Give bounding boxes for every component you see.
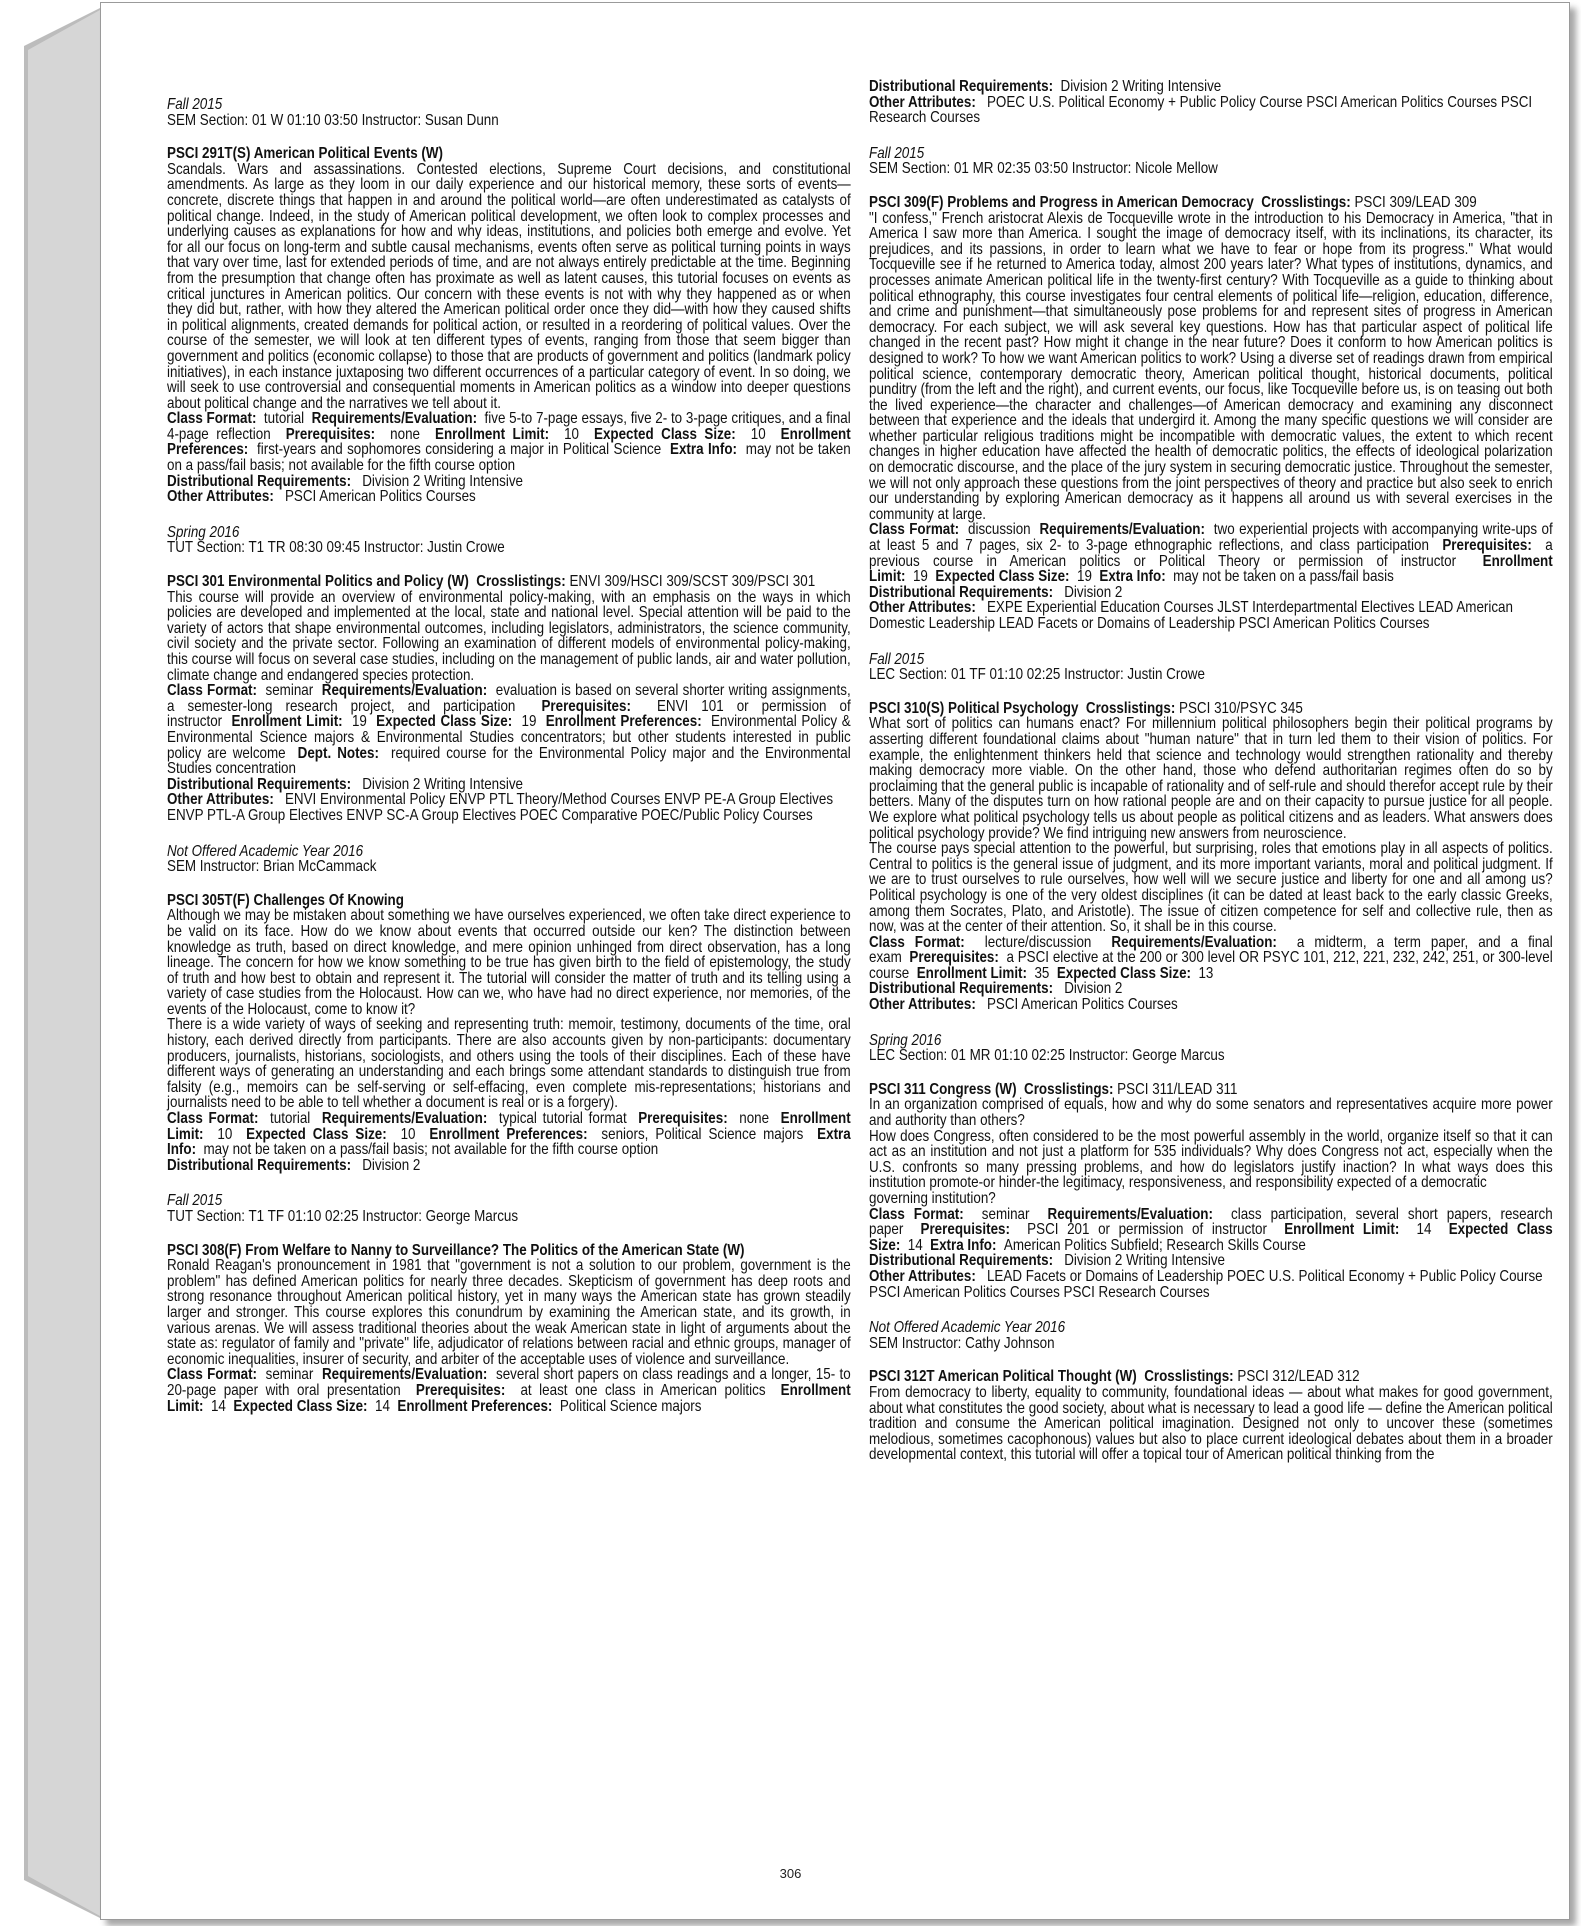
detail-label: Extra Info: <box>167 1125 851 1159</box>
detail-value: seminar <box>265 1366 314 1384</box>
course-title <box>167 146 851 162</box>
detail-label: Prerequisites: <box>920 1221 1010 1239</box>
detail-value: a midterm, a term paper, and a final exam <box>869 933 1553 967</box>
course-description: What sort of politics can humans enact? For millennium political philosophers begin their political programs by asserting different foundational claims about "human nature" that in turn led them to their vision of politics. For example, the enlightenment thinkers held that science and technology would strengthen rationality and thereby making democracy more viable. On the other hand, those who defend authoritarian regimes often do so by proclaiming that the general public is incapable of rationality and of self-rule and should therefor accept rule by their betters. Many of the disputes turn on how rational people are and on their capacity to pursue justice for all people. We explore what political psychology tells us about people as political citizens and as leaders. What answers does political psychology provide? We find intriguing new answers from neuroscience. <box>869 715 1553 842</box>
detail-value: tutorial <box>263 410 305 428</box>
detail-value: may not be taken on a pass/fail basis <box>1173 568 1394 586</box>
detail-label: Class Format: <box>167 1110 259 1128</box>
detail-label: Expected Class Size: <box>594 425 736 443</box>
detail-label: Class Format: <box>167 1366 258 1384</box>
detail-label: Expected Class Size: <box>869 1221 1553 1254</box>
detail-label: Dept. Notes: <box>297 744 379 762</box>
catalog-page <box>100 2 1570 1920</box>
course-details <box>167 1367 851 1414</box>
detail-value: 14 <box>907 1236 923 1254</box>
detail-value: 13 <box>1198 964 1214 982</box>
course-entry <box>167 844 851 1174</box>
course-section: SEM Instructor: Brian McCammack <box>167 858 377 876</box>
course-description: "I confess," French aristocrat Alexis de Tocqueville wrote in the introduction to his Democracy in America, "that in America I saw more than America. I sought the image of democracy itself, with its inclinations, its character, its prejudices, and its passions, in order to learn what we have to fear or hope from its progress." What would Tocqueville see if he returned to America today, almost 200 years later? What types of institutions, dynamics, and processes animate American political life in the twenty-first century? With Tocqueville as a guide to thinking about political ethnography, this course investigates four central elements of political life—religion, education, difference, and crime and punishment—that simultaneously pose problems for and represent sites of progress in American democracy. For each subject, we will ask several key questions. How has that particular aspect of political life changed in the recent past? How might it change in the near future? Does it conform to how American politics is designed to work? To how we want American politics to work? Using a diverse set of readings drawn from empirical political science, contemporary democratic theory, American political thought, historical documents, political punditry (from the left and the right), and current events, our focus, like Tocqueville before us, is on teasing out both the lived experience—the character and challenges—of American democracy and examining any disconnect between that experience and the ideals that undergird it. Among the many specific questions we will consider are whether particular religious traditions might be incompatible with democratic values, the extent to which recent changes in higher education have affected the health of democratic politics, the effects of ideological polarization on democratic discourse, and the place of the jury system in securing democratic justice. Throughout the semester, we will not only approach these questions from the joint perspectives of theory and practice but also seek to enrich our understanding by exploring American democracy as it happens all around us with several exercises in the community at large. <box>869 209 1553 523</box>
detail-label: Enrollment Limit: <box>167 1110 851 1143</box>
detail-value: class participation, several short papers, research paper <box>869 1205 1553 1239</box>
course-description: There is a wide variety of ways of seeking and representing truth: memoir, testimony, documents of the time, oral history, each derived directly from participants. There are also accounts given by non-participants: documentary producers, journalists, historians, sociologists, and others using the tools of their disciplines. Each of these have different ways of generating an understanding and each brings some attendant standards to distinguish true from falsity (e.g., memoirs can be self-serving or self-effacing, even complete mis-representations; historians and journalists need to be able to tell whether a document is real or is a forgery). <box>167 1016 851 1112</box>
detail-label: Enrollment Preferences: <box>167 425 851 459</box>
crosslistings-label: Crosslistings: <box>1144 1368 1234 1386</box>
course-section: SEM Section: 01 W 01:10 03:50 Instructor: Susan Dunn <box>167 111 499 129</box>
left-column <box>167 97 851 1414</box>
course-entry <box>869 652 1553 1013</box>
course-name: PSCI 291T(S) American Political Events (W) <box>167 145 443 163</box>
detail-label: Class Format: <box>869 933 965 951</box>
detail-value: 19 <box>912 568 928 586</box>
detail-label: Class Format: <box>167 682 257 700</box>
course-term: Not Offered Academic Year 2016 <box>869 1319 1066 1337</box>
distributional-requirements <box>869 1253 1553 1269</box>
course-description: How does Congress, often considered to be the most powerful assembly in the world, organize itself so that it can act as an institution and not just a platform for 535 individuals? Why does Congress not act, especially when the U.S. confronts so many pressing problems, and how do legislators justify inaction? In what ways does this institution promote-or hinder-the legitimacy, responsiveness, and responsibility expected of a democratic <box>869 1127 1553 1192</box>
detail-value: Environmental Policy & Environmental Science majors & Environmental Studies concentrators; but other students interested in public policy are welcome <box>167 713 851 762</box>
course-name: PSCI 301 Environmental Politics and Policy (W) <box>167 573 469 591</box>
detail-value: none <box>390 425 421 443</box>
distributional-requirements <box>167 1158 851 1174</box>
crosslistings-value: PSCI 309/LEAD 309 <box>1354 193 1477 211</box>
course-section: LEC Section: 01 TF 01:10 02:25 Instructor: Justin Crowe <box>869 666 1205 684</box>
other-attributes-value: ENVI Environmental Policy ENVP PTL Theory/Method Courses ENVP PE-A Group Electives ENVP PTL-A Group Electives ENVP SC-A Group Electives POEC Comparative POEC/Public Policy Courses <box>167 791 834 824</box>
other-attributes <box>869 997 1553 1013</box>
detail-value: 14 <box>1416 1221 1432 1239</box>
detail-value: none <box>739 1110 770 1128</box>
distributional-value: Division 2 Writing Intensive <box>1064 1252 1225 1270</box>
course-section: TUT Section: T1 TF 01:10 02:25 Instructor: George Marcus <box>167 1208 519 1225</box>
detail-label: Enrollment Limit: <box>231 713 343 731</box>
detail-value: 19 <box>521 713 537 731</box>
detail-value: a PSCI elective at the 200 or 300 level OR PSYC 101, 212, 221, 232, 242, 251, or 300-level course <box>869 949 1553 982</box>
course-name: PSCI 310(S) Political Psychology <box>869 699 1079 717</box>
page-number: 306 <box>779 1866 802 1881</box>
distributional-label: Distributional Requirements: <box>167 472 352 490</box>
detail-label: Extra Info: <box>670 441 737 459</box>
crosslistings-label: Crosslistings: <box>476 573 566 591</box>
detail-label: Requirements/Evaluation: <box>321 682 488 700</box>
course-title <box>869 195 1553 211</box>
course-entry <box>167 1193 851 1414</box>
right-column <box>869 79 1553 1463</box>
course-description: governing institution? <box>869 1190 996 1207</box>
detail-value: American Politics Subfield; Research Skills Course <box>1003 1236 1306 1254</box>
detail-label: Requirements/Evaluation: <box>321 1366 488 1384</box>
detail-label: Expected Class Size: <box>376 713 513 731</box>
course-description: This course will provide an overview of environmental policy-making, with an emphasis on the ways in which policies are developed and implemented at the local, state and national level. Special attention will be paid to the variety of actors that shape environmental outcomes, including legislators, administrators, the science community, civil society and the private sector. Following an examination of different models of environmental policy-making, this course will focus on several case studies, including on the management of public lands, air and water pollution, climate change and endangered species protection. <box>167 588 851 684</box>
detail-label: Class Format: <box>167 410 257 428</box>
crosslistings-value: ENVI 309/HSCI 309/SCST 309/PSCI 301 <box>569 573 816 591</box>
course-details <box>869 1207 1553 1254</box>
other-attributes <box>869 1269 1553 1300</box>
course-description: Ronald Reagan's pronouncement in 1981 that "government is not a solution to our problem, government is the problem" has defined American politics for nearly three decades. Skepticism of government has deep roots and strong resonance throughout American political history, yet in many ways the American state has grown steadily larger and stronger. This course explores this conundrum by examining the American state, and its growth, in various arenas. We will assess traditional theories about the weak American state in light of arguments about the state as: regulator of family and "private" life, adjudicator of relations between racial and ethnic groups, manager of economic inequalities, insurer of security, and arbiter of the acceptable uses of violence and surveillance. <box>167 1257 851 1368</box>
course-term: Spring 2016 <box>869 1031 942 1049</box>
detail-value: a previous course in American politics or Political Theory or permission of instructor <box>869 537 1553 570</box>
course-details <box>869 522 1553 584</box>
crosslistings-value: PSCI 311/LEAD 311 <box>1117 1080 1238 1098</box>
distributional-label: Distributional Requirements: <box>869 980 1054 998</box>
crosslistings-label: Crosslistings: <box>1261 193 1351 211</box>
detail-label: Requirements/Evaluation: <box>1047 1205 1213 1223</box>
detail-label: Expected Class Size: <box>246 1125 387 1143</box>
course-term: Fall 2015 <box>167 96 223 113</box>
detail-value: seminar <box>981 1205 1030 1223</box>
detail-label: Enrollment Limit: <box>869 552 1553 586</box>
detail-label: Prerequisites: <box>1442 537 1532 555</box>
detail-value: tutorial <box>270 1110 311 1128</box>
course-title <box>869 1082 1553 1098</box>
detail-label: Class Format: <box>869 521 960 539</box>
crosslistings-value: PSCI 312/LEAD 312 <box>1237 1368 1360 1386</box>
course-entry <box>869 146 1553 632</box>
detail-value: required course for the Environmental Policy major and the Environmental Studies concentration <box>167 744 851 778</box>
detail-value: may not be taken on a pass/fail basis; not available for the fifth course option <box>167 441 851 475</box>
detail-value: seminar <box>265 682 314 700</box>
crosslistings-label: Crosslistings: <box>1024 1080 1114 1098</box>
detail-label: Enrollment Limit: <box>916 964 1027 982</box>
course-name: PSCI 308(F) From Welfare to Nanny to Surveillance? The Politics of the American State (W) <box>167 1241 745 1259</box>
course-entry <box>869 1320 1553 1463</box>
book-edge-inner <box>28 10 100 1916</box>
other-attributes <box>167 792 851 823</box>
detail-value: 10 <box>750 425 766 443</box>
other-attributes <box>167 489 851 505</box>
detail-label: Enrollment Limit: <box>167 1381 851 1415</box>
detail-value: first-years and sophomores considering a major in Political Science <box>257 441 662 459</box>
distributional-label: Distributional Requirements: <box>869 583 1054 601</box>
other-attributes: Other Attributes: POEC U.S. Political Economy + Public Policy Course PSCI American Politics Courses PSCI Research Courses <box>869 93 1533 127</box>
other-attributes-label: Other Attributes: <box>167 488 274 506</box>
course-description: The course pays special attention to the powerful, but surprising, roles that emotions play in all aspects of politics. Central to politics is the general issue of judgment, and its more important variants, moral and political judgment. If we are to trust ourselves to rule ourselves, how well will we secure justice and liberty for one and all among us? Political psychology is one of the very oldest disciplines (it can be dated at least back to the early classic Greeks, among them Socrates, Plato, and Aristotle). The issue of citizen competence for self and collective rule, then as now, was at the center of their attention. So, it shall be in this course. <box>869 840 1553 936</box>
course-term: Spring 2016 <box>167 523 240 541</box>
detail-value: at least one class in American politics <box>520 1381 766 1399</box>
course-term: Fall 2015 <box>167 1192 223 1210</box>
detail-label: Requirements/Evaluation: <box>311 410 478 428</box>
detail-value: 19 <box>1076 568 1092 586</box>
distributional-value: Division 2 <box>1064 980 1123 998</box>
detail-label: Enrollment Limit: <box>1284 1221 1400 1239</box>
detail-value: 10 <box>564 425 579 443</box>
distributional-requirements <box>167 777 851 793</box>
course-entry <box>167 525 851 824</box>
distributional-label: Distributional Requirements: <box>167 775 352 793</box>
detail-value: may not be taken on a pass/fail basis; not available for the fifth course option <box>203 1141 659 1159</box>
course-term: Fall 2015 <box>869 144 925 162</box>
course-title <box>167 893 851 909</box>
detail-value: 19 <box>351 713 367 731</box>
detail-value: PSCI 201 or permission of instructor <box>1027 1221 1267 1239</box>
detail-value: Political Science majors <box>559 1397 702 1415</box>
detail-value: several short papers on class readings and a longer, 15- to 20-page paper with oral presentation <box>167 1366 851 1399</box>
distributional-requirements <box>167 474 851 490</box>
course-name: PSCI 305T(F) Challenges Of Knowing <box>167 891 404 909</box>
detail-label: Class Format: <box>869 1205 964 1223</box>
crosslistings-label: Crosslistings: <box>1085 699 1176 717</box>
detail-label: Enrollment Limit: <box>435 425 550 443</box>
course-entry <box>869 1033 1553 1301</box>
detail-label: Prerequisites: <box>909 949 999 967</box>
course-title <box>869 701 1553 717</box>
course-name: PSCI 312T American Political Thought (W) <box>869 1368 1137 1386</box>
course-details <box>167 1111 851 1158</box>
distributional-value: Division 2 Writing Intensive <box>362 472 523 490</box>
other-attributes-value: EXPE Experiential Education Courses JLST Interdepartmental Electives LEAD American Domestic Leadership LEAD Facets or Domains of Leadership PSCI American Politics Courses <box>869 599 1513 632</box>
detail-value: 10 <box>217 1125 233 1143</box>
detail-label: Expected Class Size: <box>935 568 1070 586</box>
detail-value: seniors, Political Science majors <box>601 1125 804 1143</box>
course-term: Not Offered Academic Year 2016 <box>167 842 364 860</box>
detail-label: Prerequisites: <box>638 1110 728 1128</box>
detail-label: Enrollment Preferences: <box>397 1397 553 1415</box>
course-details <box>869 935 1553 982</box>
distributional-label: Distributional Requirements: <box>167 1156 352 1174</box>
other-attributes-label: Other Attributes: <box>869 599 976 617</box>
other-attributes-value: LEAD Facets or Domains of Leadership POEC U.S. Political Economy + Public Policy Course PSCI American Politics Courses PSCI Research Courses <box>869 1267 1543 1301</box>
course-section: SEM Instructor: Cathy Johnson <box>869 1334 1055 1352</box>
detail-label: Prerequisites: <box>285 425 376 443</box>
continued-course-attributes <box>869 79 1553 126</box>
detail-value: 14 <box>374 1397 390 1415</box>
detail-value: typical tutorial format <box>498 1110 627 1128</box>
distributional-value: Division 2 <box>362 1156 421 1174</box>
detail-value: five 5-to 7-page essays, five 2- to 3-page critiques, and a final 4-page reflection <box>167 410 851 443</box>
detail-label: Prerequisites: <box>541 697 631 715</box>
distributional-value: Division 2 <box>1064 583 1123 601</box>
course-description: Scandals. Wars and assassinations. Contested elections, Supreme Court decisions, and constitutional amendments. As large as they loom in our daily experience and our historical memory, these sorts of events—concrete, discrete things that happen in and around the political world—are often underestimated as catalysts of political change. Indeed, in the study of American political development, we often look to complex processes and underlying causes as explanations for how and why ideas, institutions, and policies both emerge and evolve. Yet for all our focus on long-term and subtle causal mechanisms, events often serve as political turning points in ways that vary over time, last for extended periods of time, and are not always entirely predictable at the time. Beginning from the presumption that change often has proximate as well as latent causes, this tutorial focuses on events as critical junctures in American politics. Our concern with these events is not with why they happened as or when they did but, rather, with how they altered the American political order once they did—with how they caused shifts in political alignments, created demands for political action, or resulted in a reordering of political values. Over the course of the semester, we will look at ten different types of events, ranging from those that seem bigger than government and politics (economic collapse) to those that are products of government and politics (landmark policy initiatives), in each instance juxtaposing two different occurrences of a particular category of event. In so doing, we will seek to use controversial and consequential moments in American politics as a window into deeper questions about political change and the narratives we tell about it. <box>167 160 851 412</box>
detail-label: Extra Info: <box>930 1236 997 1254</box>
course-details <box>167 683 851 777</box>
detail-value: evaluation is based on several shorter writing assignments, a semester-long research project, and participation <box>167 682 851 715</box>
distributional-requirements <box>869 981 1553 997</box>
detail-value: two experiential projects with accompanying write-ups of at least 5 and 7 pages, six 2- to 3-page ethnographic reflections, and class participation <box>869 521 1553 555</box>
other-attributes-value: PSCI American Politics Courses <box>986 996 1178 1014</box>
detail-value: 35 <box>1034 964 1050 982</box>
other-attributes-label: Other Attributes: <box>167 791 274 809</box>
course-section: LEC Section: 01 MR 01:10 02:25 Instructor: George Marcus <box>869 1047 1225 1065</box>
detail-value: discussion <box>968 521 1031 539</box>
detail-value: lecture/discussion <box>984 933 1092 951</box>
course-title <box>167 574 851 590</box>
other-attributes-label: Other Attributes: <box>869 996 976 1014</box>
distributional-requirements: Distributional Requirements: Division 2 Writing Intensive <box>869 78 1222 95</box>
crosslistings-value: PSCI 310/PSYC 345 <box>1179 699 1303 717</box>
detail-value: 14 <box>210 1397 226 1415</box>
course-title <box>167 1243 851 1259</box>
detail-label: Enrollment Preferences: <box>429 1125 588 1143</box>
other-attributes <box>869 600 1553 631</box>
detail-label: Requirements/Evaluation: <box>321 1110 488 1128</box>
other-attributes-value: PSCI American Politics Courses <box>284 488 476 506</box>
course-details <box>167 411 851 473</box>
detail-value: ENVI 101 or permission of instructor <box>167 697 851 731</box>
course-name: PSCI 311 Congress (W) <box>869 1080 1017 1098</box>
detail-label: Requirements/Evaluation: <box>1111 933 1277 951</box>
detail-label: Prerequisites: <box>415 1381 506 1399</box>
distributional-label: Distributional Requirements: <box>869 1252 1054 1270</box>
distributional-value: Division 2 Writing Intensive <box>362 775 523 793</box>
detail-label: Expected Class Size: <box>233 1397 368 1415</box>
distributional-requirements <box>869 585 1553 601</box>
course-section: SEM Section: 01 MR 02:35 03:50 Instructor: Nicole Mellow <box>869 160 1218 178</box>
detail-value: 10 <box>400 1125 416 1143</box>
detail-label: Extra Info: <box>1099 568 1166 586</box>
course-name: PSCI 309(F) Problems and Progress in American Democracy <box>869 193 1254 211</box>
detail-label: Enrollment Preferences: <box>545 713 702 731</box>
course-description: In an organization comprised of equals, how and why do some senators and representatives acquire more power and authority than others? <box>869 1096 1553 1130</box>
course-description: Although we may be mistaken about something we have ourselves experienced, we often take direct experience to be valid on its face. How do we know about events that occurred outside our ken? The distinction between knowledge as truth, based on direct knowledge, and mere opinion unhinged from direct observation, has a long lineage. The concern for how we know something to be true has given birth to the field of epistemology, the study of truth and how best to obtain and represent it. The tutorial will consider the matter of truth and its telling using a variety of case studies from the Holocaust. How can we, who have had no direct experience, nor memories, of the events of the Holocaust, come to know it? <box>167 907 851 1018</box>
detail-label: Requirements/Evaluation: <box>1039 521 1205 539</box>
course-term: Fall 2015 <box>869 650 925 668</box>
course-title <box>869 1369 1553 1385</box>
course-entry <box>167 97 851 505</box>
other-attributes-label: Other Attributes: <box>869 1267 976 1285</box>
detail-label: Expected Class Size: <box>1056 964 1192 982</box>
course-section: TUT Section: T1 TR 08:30 09:45 Instructor: Justin Crowe <box>167 539 505 557</box>
course-description: From democracy to liberty, equality to community, foundational ideas — about what makes for good government, about what constitutes the good society, about what is necessary to lead a good life — define the American political tradition and consume the American political imagination. Designed not only to uncover these (sometimes melodious, sometimes cacophonous) values but also to place current ideological debates about them in a broader developmental context, this tutorial will offer a topical tour of American political thinking from the <box>869 1383 1553 1464</box>
